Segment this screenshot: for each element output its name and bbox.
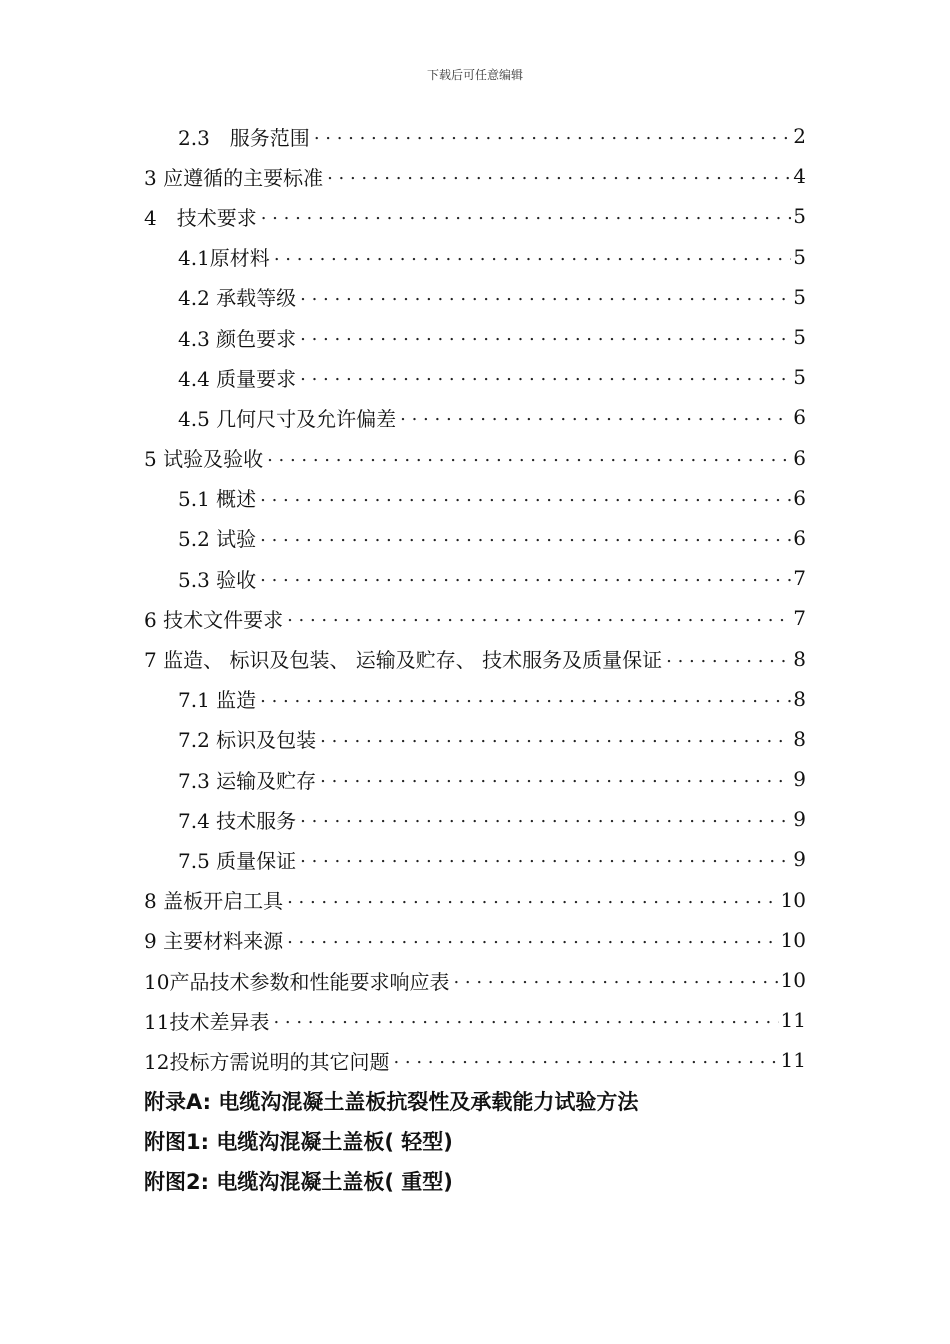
toc-entry[interactable]	[144, 839, 806, 879]
table-of-contents	[144, 116, 806, 1081]
toc-dot-leader	[320, 769, 791, 789]
toc-entry-title: 5.2 试验	[178, 523, 258, 552]
toc-dot-leader	[260, 568, 791, 588]
toc-dot-leader	[300, 287, 791, 307]
toc-entry[interactable]	[144, 156, 806, 196]
toc-entry-page-number: 8	[793, 646, 806, 671]
figure-1-heading: 附图1: 电缆沟混凝土盖板( 轻型)	[144, 1130, 453, 1154]
toc-entry-page-number: 6	[793, 485, 806, 510]
toc-dot-leader	[393, 1050, 778, 1070]
toc-entry-page-number: 7	[793, 606, 806, 631]
toc-dot-leader	[261, 206, 792, 226]
toc-dot-leader	[320, 729, 791, 749]
toc-entry[interactable]	[144, 397, 806, 437]
toc-entry-title: 11技术差异表	[144, 1006, 271, 1035]
toc-entry-title: 6 技术文件要求	[144, 604, 285, 633]
toc-entry[interactable]	[144, 357, 806, 397]
toc-entry-page-number: 11	[780, 1008, 806, 1033]
toc-dot-leader	[260, 689, 791, 709]
toc-entry-page-number: 9	[793, 847, 806, 872]
toc-entry-title: 4.3 颜色要求	[178, 323, 298, 352]
toc-dot-leader	[287, 930, 778, 950]
toc-entry-title: 2.3 服务范围	[178, 122, 312, 151]
toc-entry-title: 5.1 概述	[178, 483, 258, 512]
toc-dot-leader	[260, 528, 791, 548]
toc-entry-title: 4.2 承载等级	[178, 282, 298, 311]
toc-entry-title: 4.4 质量要求	[178, 363, 298, 392]
toc-entry-page-number: 9	[793, 767, 806, 792]
toc-entry-page-number: 5	[793, 365, 806, 390]
toc-dot-leader	[267, 448, 791, 468]
toc-entry[interactable]	[144, 960, 806, 1000]
toc-dot-leader	[300, 809, 791, 829]
toc-entry-title: 12投标方需说明的其它问题	[144, 1046, 391, 1075]
toc-entry-page-number: 2	[793, 124, 806, 149]
toc-dot-leader	[300, 327, 791, 347]
figure-2-heading: 附图2: 电缆沟混凝土盖板( 重型)	[144, 1170, 453, 1194]
toc-entry-title: 4 技术要求	[144, 202, 259, 231]
toc-entry[interactable]	[144, 237, 806, 277]
toc-entry[interactable]	[144, 317, 806, 357]
toc-entry-title: 4.5 几何尺寸及允许偏差	[178, 403, 398, 432]
toc-dot-leader	[327, 166, 791, 186]
toc-dot-leader	[273, 1010, 778, 1030]
toc-entry[interactable]	[144, 196, 806, 236]
toc-entry-title: 9 主要材料来源	[144, 925, 285, 954]
toc-entry-page-number: 6	[793, 445, 806, 470]
toc-dot-leader	[287, 608, 791, 628]
toc-entry-title: 5 试验及验收	[144, 443, 265, 472]
toc-entry-page-number: 5	[793, 325, 806, 350]
toc-entry[interactable]	[144, 638, 806, 678]
appendix-a-heading: 附录A: 电缆沟混凝土盖板抗裂性及承载能力试验方法	[144, 1090, 639, 1114]
toc-entry[interactable]	[144, 116, 806, 156]
toc-entry[interactable]	[144, 518, 806, 558]
toc-entry[interactable]	[144, 478, 806, 518]
toc-dot-leader	[300, 849, 791, 869]
toc-entry[interactable]	[144, 799, 806, 839]
toc-dot-leader	[274, 247, 791, 267]
toc-dot-leader	[400, 407, 791, 427]
toc-entry[interactable]	[144, 719, 806, 759]
toc-dot-leader	[260, 488, 791, 508]
toc-dot-leader	[314, 126, 791, 146]
toc-entry-title: 3 应遵循的主要标准	[144, 162, 325, 191]
toc-entry-title: 7.3 运输及贮存	[178, 765, 318, 794]
page-header-note: 下载后可任意编辑	[426, 68, 523, 82]
toc-entry[interactable]	[144, 920, 806, 960]
toc-entry-page-number: 5	[793, 244, 806, 269]
toc-entry-title: 4.1原材料	[178, 242, 272, 271]
toc-entry-page-number: 8	[793, 686, 806, 711]
toc-entry[interactable]	[144, 277, 806, 317]
toc-entry[interactable]	[144, 598, 806, 638]
toc-entry[interactable]	[144, 1000, 806, 1040]
toc-entry-title: 7 监造、 标识及包装、 运输及贮存、 技术服务及质量保证	[144, 644, 664, 673]
toc-entry-page-number: 9	[793, 807, 806, 832]
toc-entry-page-number: 5	[793, 204, 806, 229]
toc-entry-page-number: 8	[793, 726, 806, 751]
toc-entry[interactable]	[144, 759, 806, 799]
toc-dot-leader	[453, 970, 778, 990]
toc-entry-page-number: 5	[793, 284, 806, 309]
toc-entry-title: 5.3 验收	[178, 564, 258, 593]
toc-dot-leader	[666, 649, 791, 669]
toc-entry-title: 10产品技术参数和性能要求响应表	[144, 966, 451, 995]
toc-entry-title: 7.1 监造	[178, 684, 258, 713]
toc-entry[interactable]	[144, 558, 806, 598]
toc-entry-page-number: 10	[780, 887, 806, 912]
toc-entry-title: 7.2 标识及包装	[178, 724, 318, 753]
toc-dot-leader	[300, 367, 791, 387]
toc-entry-title: 7.5 质量保证	[178, 845, 298, 874]
toc-entry[interactable]	[144, 880, 806, 920]
toc-entry-page-number: 4	[793, 164, 806, 189]
toc-entry-page-number: 10	[780, 927, 806, 952]
toc-entry-title: 8 盖板开启工具	[144, 885, 285, 914]
toc-entry-page-number: 7	[793, 566, 806, 591]
toc-entry-page-number: 6	[793, 405, 806, 430]
toc-entry[interactable]	[144, 679, 806, 719]
toc-entry-title: 7.4 技术服务	[178, 805, 298, 834]
toc-entry-page-number: 6	[793, 525, 806, 550]
toc-entry[interactable]	[144, 1040, 806, 1080]
toc-entry[interactable]	[144, 438, 806, 478]
toc-entry-page-number: 11	[780, 1048, 806, 1073]
toc-entry-page-number: 10	[780, 968, 806, 993]
toc-dot-leader	[287, 890, 778, 910]
